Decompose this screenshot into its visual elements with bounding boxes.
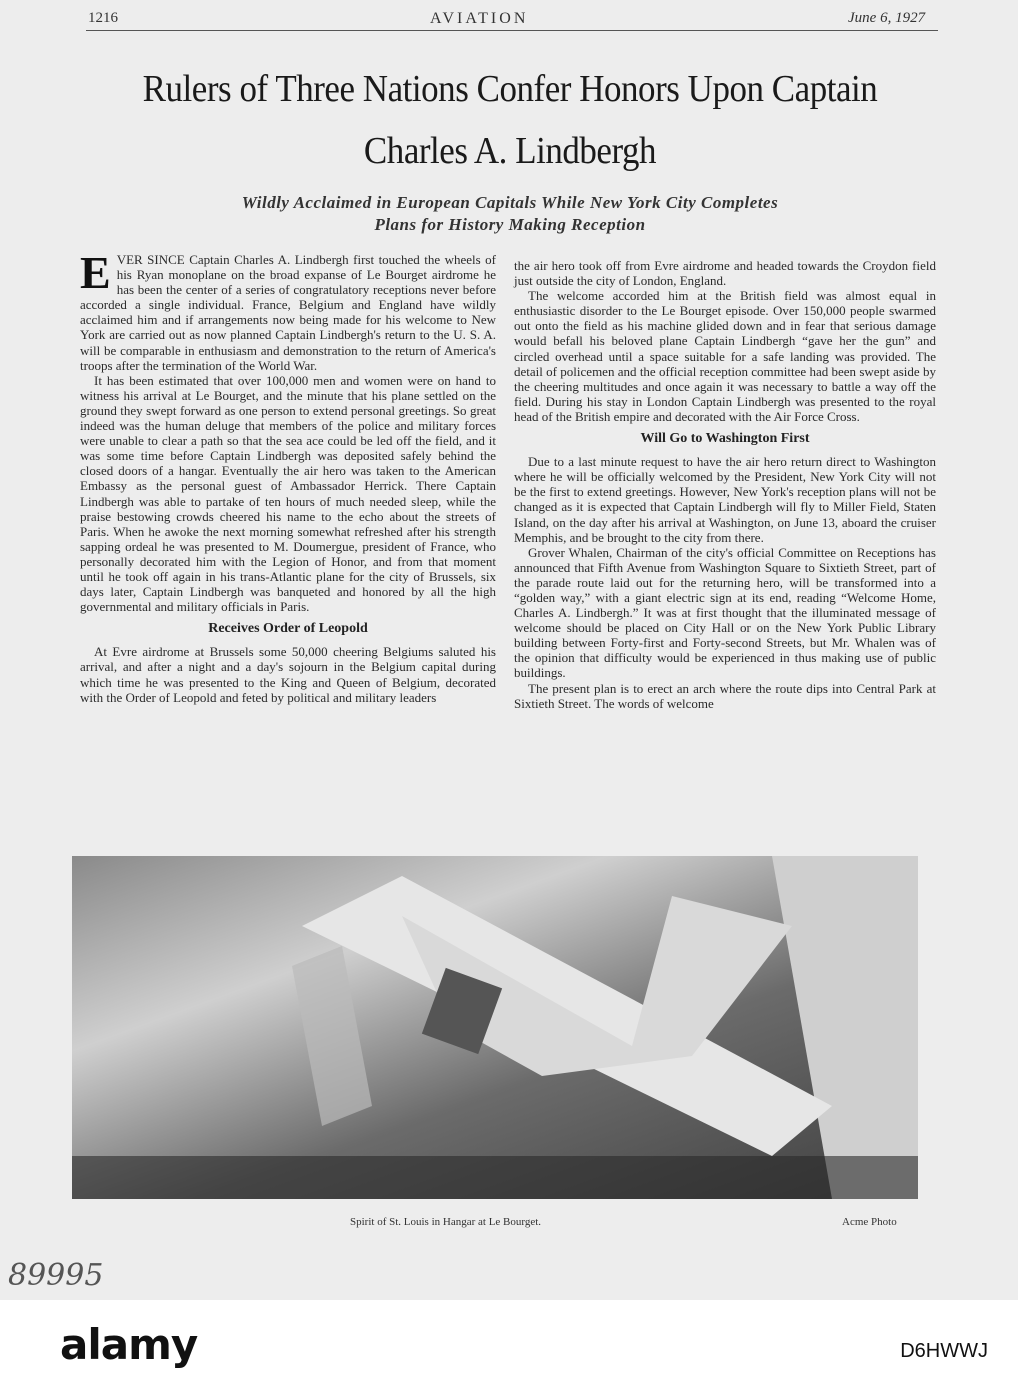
handwritten-number: 89995 xyxy=(8,1258,104,1293)
paragraph: The present plan is to erect an arch where the route dips into Central Park at Sixtieth Street. The words of welcome xyxy=(514,680,936,711)
paragraph: The welcome accorded him at the British field was almost equal in enthusiastic disorder to the Le Bourget episode. Over 150,000 people swarmed out onto the field as his machine glided down and in fear that serious damage would befall his beloved plane Captain Lindbergh “gave her the gun” and circled overhead until a space suitable for a safe landing was provided. The detail of policemen and the official reception committee had been swept aside by the cheering multitudes and once again it was necessary to battle a way off the field. During his stay in London Captain Lindbergh was presented to the royal head of the British empire and decorated with the Air Force Cross. xyxy=(514,288,936,424)
paragraph: the air hero took off from Evre airdrome and headed towards the Croydon field just outside the city of London, England. xyxy=(514,258,936,289)
paragraph: It has been estimated that over 100,000 men and women were on hand to witness his arrival at Le Bourget, and the minute that his plane settled on the ground they swept forward as one person to extend personal greetings. So great indeed was the human deluge that members of the police and military forces were unable to clear a path so that the sea ace could be led off the field, and it was some time before Captain Lindbergh was deposited safely behind the closed doors of a hangar. Eventually the air hero was taken to the American Embassy as the personal guest of Ambassador Herrick. There Captain Lindbergh was able to partake of ten hours of much needed sleep, while the praise bestowing crowds cheered his name to the echo about the streets of Paris. When he awoke the next morning somewhat refreshed after his strength sapping ordeal he was presented to M. Doumergue, president of France, who personally decorated him with the Legion of Honor, and from that moment until he took off again in his trans-Atlantic plane for the city of Brussels, six days later, Captain Lindbergh was banqueted and honored by all the high governmental and military officials in Paris. xyxy=(80,372,496,615)
right-column xyxy=(514,258,936,711)
header-rule xyxy=(86,30,938,31)
photo-credit: Acme Photo xyxy=(842,1216,897,1228)
magazine-name: AVIATION xyxy=(430,10,529,27)
section-heading: Receives Order of Leopold xyxy=(208,621,368,637)
page-number: 1216 xyxy=(88,10,118,26)
drop-cap: E xyxy=(80,247,111,298)
issue-date: June 6, 1927 xyxy=(848,10,926,26)
hangar-photo xyxy=(72,856,918,1199)
article-subtitle: Wildly Acclaimed in European Capitals While New York City Completes Plans for History Making Reception xyxy=(241,193,779,234)
photo-caption: Spirit of St. Louis in Hangar at Le Bourget. xyxy=(350,1216,542,1228)
paragraph: Due to a last minute request to have the air hero return direct to Washington where he will be officially welcomed by the President, New York City will not be the first to extend greetings. However, New York's reception plans will not be changed as it is expected that Captain Lindbergh will fly to Miller Field, Staten Island, on the day after his arrival at Washington, on June 13, aboard the cruiser Memphis, and be brought to the city from there. xyxy=(514,454,936,545)
paragraph: At Evre airdrome at Brussels some 50,000 cheering Belgiums saluted his arrival, and after a night and a day's sojourn in the Belgium capital during which time he was presented to the King and Queen of Belgium, decorated with the Order of Leopold and feted by political and military leaders xyxy=(80,644,496,705)
airplane-illustration xyxy=(72,856,918,1199)
section-heading: Will Go to Washington First xyxy=(640,431,810,447)
alamy-logo: alamy xyxy=(60,1320,198,1369)
paragraph: EVER SINCE Captain Charles A. Lindbergh first touched the wheels of his Ryan monoplane on the broad expanse of Le Bourget airdrome he has been the center of a series of congratulatory receptions never before accorded a single individual. France, Belgium and England have wildly acclaimed him and if arrangements now being made for his welcome to New York are carried out as now planned Captain Lindbergh's return to the U. S. A. will be comparable in enthusiasm and demonstration to the return of America's troops after the termination of the World War. xyxy=(80,247,496,373)
left-column xyxy=(80,247,496,705)
article-title: Rulers of Three Nations Confer Honors Upon Captain Charles A. Lindbergh xyxy=(142,68,878,172)
image-id: D6HWWJ xyxy=(900,1340,988,1362)
paragraph: Grover Whalen, Chairman of the city's official Committee on Receptions has announced that Fifth Avenue from Washington Square to Sixtieth Street, part of the parade route laid out for the returning hero, will be transformed into a “golden way,” with a giant electric sign at its end, reading “Welcome Home, Charles A. Lindbergh.” It was at first thought that the illuminated message of welcome should be placed on City Hall or on the New York Public Library building between Forty-first and Forty-second Streets, but Mr. Whalen was of the opinion that difficulty would be experienced in thus making use of public buildings. xyxy=(514,544,936,681)
